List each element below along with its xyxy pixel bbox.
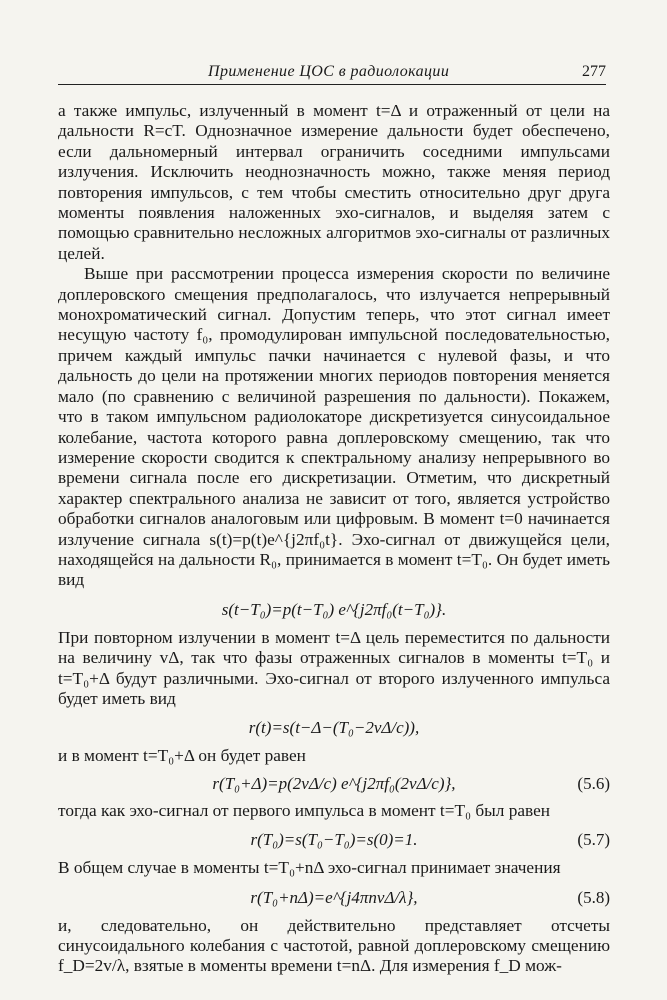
- running-header: [58, 63, 606, 85]
- paragraph-6: В общем случае в моменты t=T₀+nΔ эхо-сигнал принимает значения: [58, 858, 561, 878]
- equation-5-7-number: (5.7): [577, 830, 610, 850]
- equation-2: [58, 709, 610, 746]
- header-rule: [58, 84, 606, 85]
- paragraph-4: и в момент t=T₀+Δ он будет равен: [58, 746, 306, 766]
- equation-5-6-number: (5.6): [577, 773, 610, 793]
- equation-5-6-formula: r(T₀+Δ)=p(2vΔ/c) e^{j2πf₀(2vΔ/c)},: [212, 773, 456, 793]
- page-number: 277: [582, 63, 606, 80]
- equation-5-7: [58, 821, 610, 858]
- paragraph-7: и, следовательно, он действительно представляет отсчеты синусоидального колебания с частотой, равной доплеровскому смещению f_D=2v/λ, взятые в моменты времени t=nΔ. Для измерения f_D мож-: [58, 915, 610, 976]
- paragraph-3: При повторном излучении в момент t=Δ цель переместится по дальности на величину vΔ, так что фазы отраженных сигналов в моменты t=T₀ и t=T₀+Δ будут различными. Эхо-сигнал от второго излученного импульса будет иметь вид: [58, 627, 610, 708]
- equation-5-8: [58, 879, 610, 916]
- paragraph-5: тогда как эхо-сигнал от первого импульса в момент t=T₀ был равен: [58, 800, 551, 820]
- body-text: [58, 101, 610, 977]
- equation-5-6: [58, 767, 610, 801]
- equation-5-8-formula: r(T₀+nΔ)=e^{j4πnvΔ/λ},: [250, 887, 418, 907]
- paragraph-2: Выше при рассмотрении процесса измерения скорости по величине доплеровского смещения предполагалось, что излучается непрерывный монохроматический сигнал. Допустим теперь, что этот сигнал имеет несущую частоту f₀, промодулирован импульсной последовательностью, причем каждый импульс пачки начинается с нулевой фазы, и что дальность до цели на протяжении многих периодов повторения меняется мало (по сравнению с величиной разрешения по дальности). Покажем, что в таком импульсном радиолокаторе дискретизуется синусоидальное колебание, частота которого равна доплеровскому смещению, так что измерение скорости сводится к спектральному анализу непрерывного во времени сигнала после его дискретизации. Отметим, что дискретный характер спектрального анализа не зависит от того, является устройство обработки сигналов аналоговым или цифровым. В момент t=0 начинается излучение сигнала s(t)=p(t)e^{j2πf₀t}. Эхо-сигнал от движущейся цели, находящейся на дальности R₀, принимается в момент t=T₀. Он будет иметь вид: [58, 264, 610, 590]
- equation-1: [58, 591, 610, 628]
- running-title: Применение ЦОС в радиолокации: [208, 63, 450, 80]
- equation-2-formula: r(t)=s(t−Δ−(T₀−2vΔ/c)),: [248, 718, 420, 738]
- equation-1-formula: s(t−T₀)=p(t−T₀) e^{j2πf₀(t−T₀)}.: [221, 599, 447, 619]
- equation-5-8-number: (5.8): [577, 887, 610, 907]
- paragraph-1: а также импульс, излученный в момент t=Δ и отраженный от цели на дальности R=cT. Однозначное измерение дальности будет обеспечено, если дальномерный интервал ограничить соседними импульсами излучения. Исключить неоднозначность можно, также меняя период повторения импульсов, с тем чтобы сместить относительно друг друга моменты появления наложенных эхо-сигналов, и выделяя затем с помощью сравнительно несложных алгоритмов эхо-сигналы от различных целей.: [58, 101, 610, 263]
- equation-5-7-formula: r(T₀)=s(T₀−T₀)=s(0)=1.: [250, 830, 418, 850]
